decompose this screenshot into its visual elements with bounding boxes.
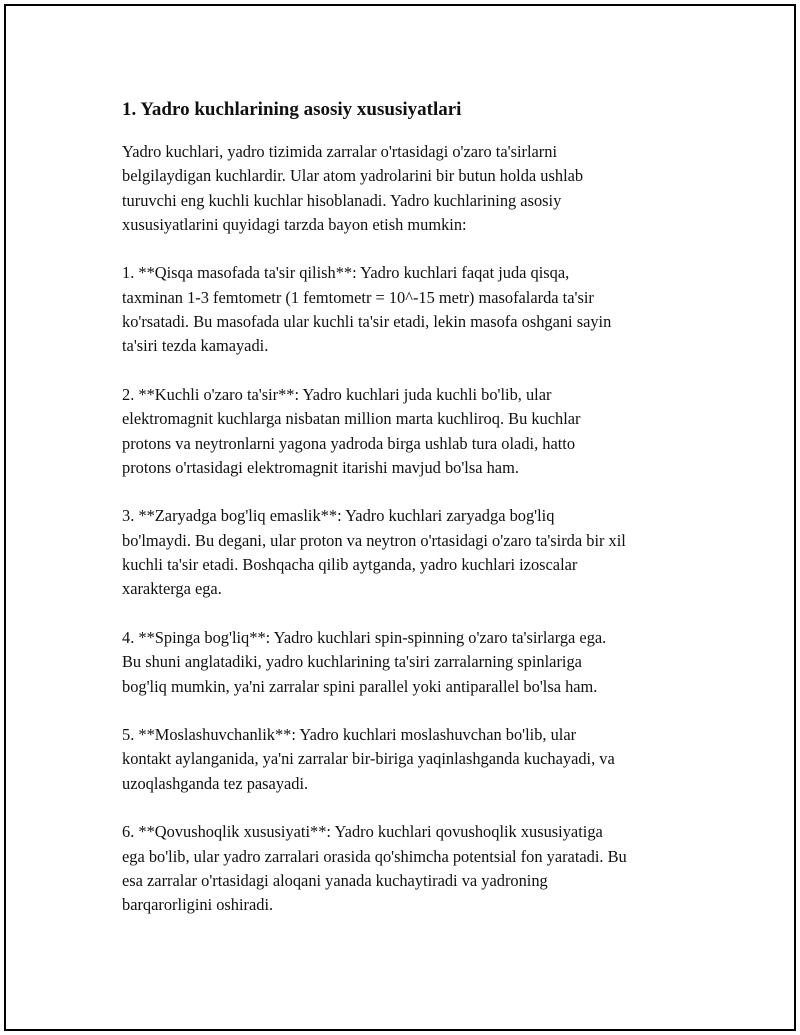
- text-line: ko'rsatadi. Bu masofada ular kuchli ta'sir etadi, lekin masofa oshgani sayin: [122, 312, 612, 332]
- text-line: belgilaydigan kuchlardir. Ular atom yadrolarini bir butun holda ushlab: [122, 166, 584, 186]
- text-line: Bu shuni anglatadiki, yadro kuchlarining ta'siri zarralarning spinlariga: [122, 652, 582, 672]
- property-item-6: [122, 820, 702, 917]
- text-line: 3. **Zaryadga bog'liq emaslik**: Yadro kuchlari zaryadga bog'liq: [122, 506, 555, 526]
- text-line: 5. **Moslashuvchanlik**: Yadro kuchlari moslashuvchan bo'lib, ular: [122, 725, 577, 745]
- paragraph-gap: [122, 237, 702, 261]
- text-line: elektromagnit kuchlarga nisbatan million marta kuchliroq. Bu kuchlar: [122, 409, 581, 429]
- property-item-5: [122, 723, 702, 796]
- text-line: kontakt aylanganida, ya'ni zarralar bir-biriga yaqinlashganda kuchayadi, va: [122, 749, 615, 769]
- text-line: ega bo'lib, ular yadro zarralari orasida qo'shimcha potentsial fon yaratadi. Bu: [122, 846, 627, 866]
- text-line: 4. **Spinga bog'liq**: Yadro kuchlari spin-spinning o'zaro ta'sirlarga ega.: [122, 627, 607, 647]
- page-frame: [4, 4, 796, 1031]
- text-line: 6. **Qovushoqlik xususiyati**: Yadro kuchlari qovushoqlik xususiyatiga: [122, 822, 603, 842]
- paragraph-gap: [122, 480, 702, 504]
- paragraph-gap: [122, 602, 702, 626]
- text-line: bo'lmaydi. Bu degani, ular proton va neytron o'rtasidagi o'zaro ta'sirda bir xil: [122, 530, 626, 550]
- property-item-2: [122, 383, 702, 480]
- text-line: Yadro kuchlari, yadro tizimida zarralar o'rtasidagi o'zaro ta'sirlarni: [122, 142, 558, 161]
- text-line: xarakterga ega.: [122, 579, 222, 599]
- text-line: ta'siri tezda kamayadi.: [122, 336, 269, 356]
- property-item-4: [122, 626, 702, 699]
- paragraph-gap: [122, 359, 702, 383]
- text-line: uzoqlashganda tez pasayadi.: [122, 773, 309, 793]
- paragraph-gap: [122, 699, 702, 723]
- text-line: protons va neytronlarni yagona yadroda birga ushlab tura oladi, hatto: [122, 433, 576, 453]
- text-line: turuvchi eng kuchli kuchlar hisoblanadi. Yadro kuchlarining asosiy: [122, 190, 562, 210]
- text-line: bog'liq mumkin, ya'ni zarralar spini parallel yoki antiparallel bo'lsa ham.: [122, 676, 598, 696]
- text-line: 1. **Qisqa masofada ta'sir qilish**: Yadro kuchlari faqat juda qisqa,: [122, 263, 570, 283]
- property-item-1: [122, 261, 702, 358]
- text-line: protons o'rtasidagi elektromagnit itarishi mavjud bo'lsa ham.: [122, 457, 519, 477]
- intro-paragraph: [122, 140, 702, 237]
- text-line: taxminan 1-3 femtometr (1 femtometr = 10^-15 metr) masofalarda ta'sir: [122, 287, 594, 307]
- text-line: esa zarralar o'rtasidagi aloqani yanada kuchaytiradi va yadroning: [122, 870, 548, 890]
- text-line: xususiyatlarini quyidagi tarzda bayon etish mumkin:: [122, 214, 467, 234]
- document-content: [122, 96, 702, 918]
- paragraph-gap: [122, 796, 702, 820]
- document-title: 1. Yadro kuchlarining asosiy xususiyatlari: [122, 99, 462, 120]
- text-line: barqarorligini oshiradi.: [122, 895, 274, 915]
- text-line: 2. **Kuchli o'zaro ta'sir**: Yadro kuchlari juda kuchli bo'lib, ular: [122, 384, 552, 404]
- property-item-3: [122, 504, 702, 601]
- text-line: kuchli ta'sir etadi. Boshqacha qilib aytganda, yadro kuchlari izoscalar: [122, 555, 578, 575]
